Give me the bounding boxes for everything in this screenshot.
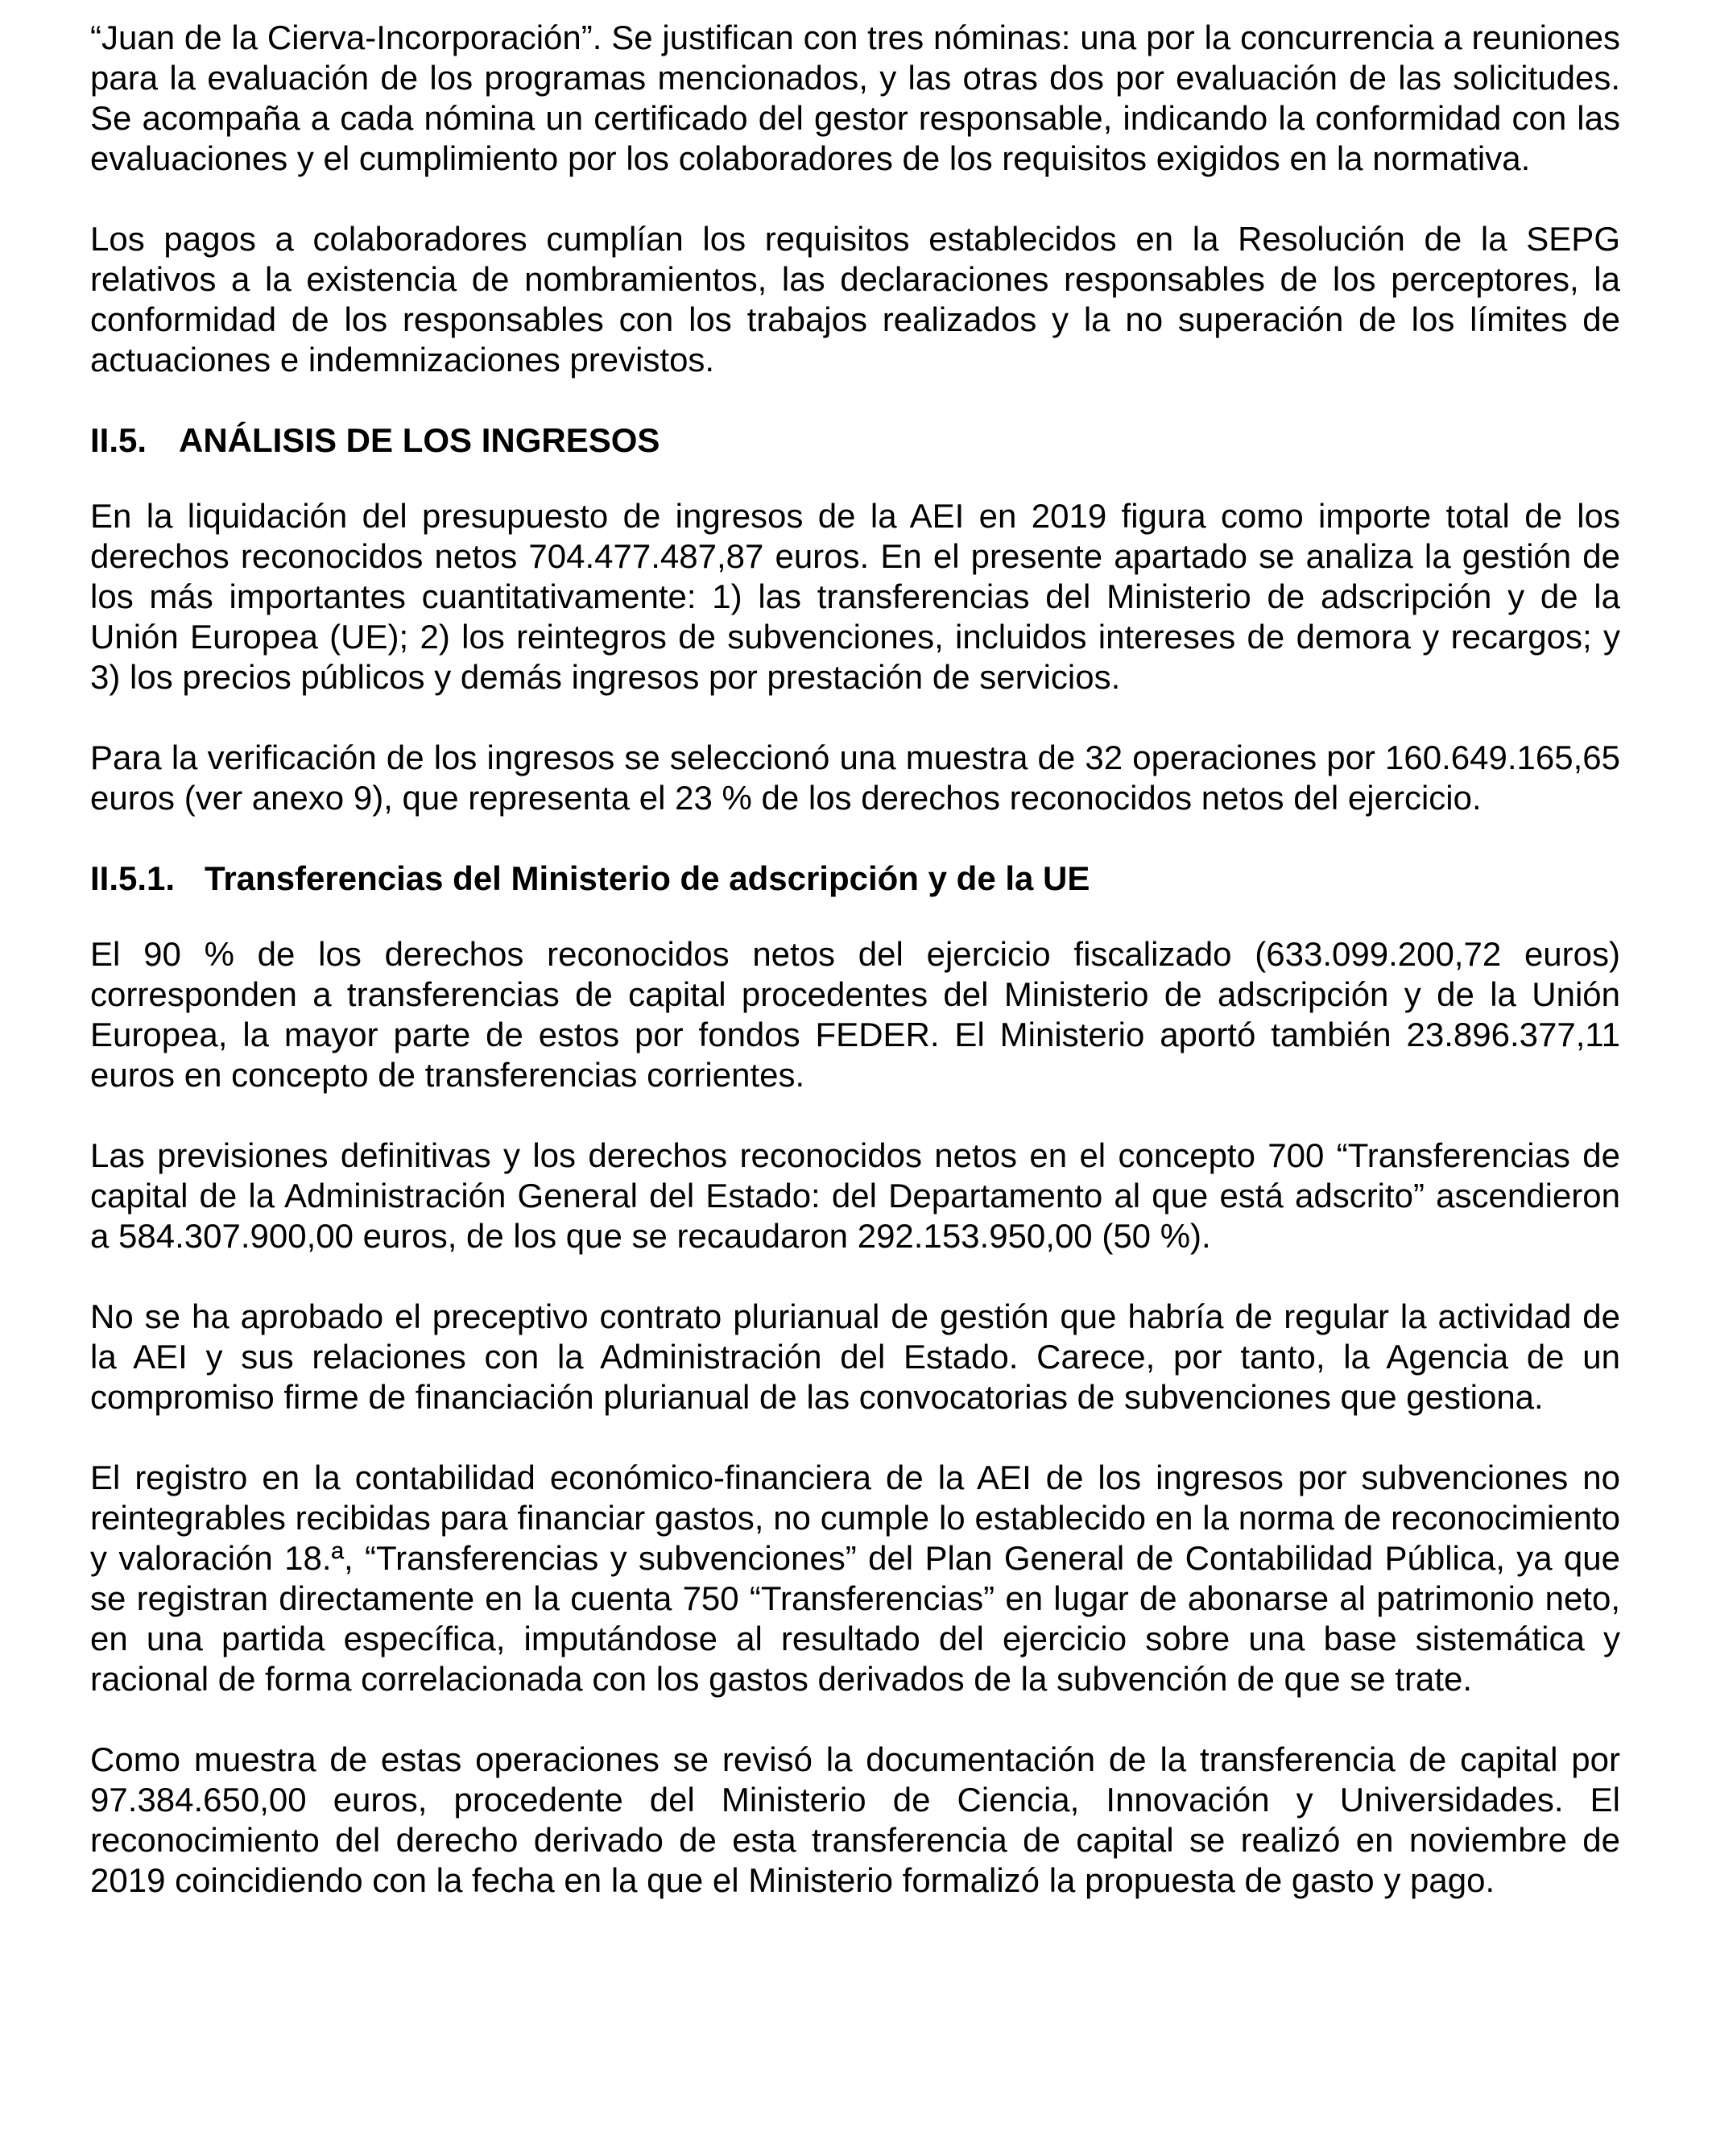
section-title: ANÁLISIS DE LOS INGRESOS	[179, 421, 660, 459]
subsection-title: Transferencias del Ministerio de adscripción y de la UE	[205, 859, 1090, 897]
paragraph-derechos-reconocidos: El 90 % de los derechos reconocidos netos del ejercicio fiscalizado (633.099.200,72 euros) corresponden a transferencias de capital procedentes del Ministerio de adscripción y de la Unión Europea, la mayor parte de estos por fondos FEDER. El Ministerio aportó también 23.896.377,11 euros en concepto de transferencias corrientes.	[90, 935, 1620, 1094]
paragraph-previsiones-definitivas: Las previsiones definitivas y los derechos reconocidos netos en el concepto 700 “Transferencias de capital de la Administración General del Estado: del Departamento al que está adscrito” ascendieron a 584.307.900,00 euros, de los que se recaudaron 292.153.950,00 (50 %).	[90, 1136, 1620, 1255]
section-number: II.5.	[90, 421, 147, 459]
subsection-heading-ii51	[90, 859, 1620, 899]
section-heading-ii5	[90, 420, 1620, 461]
paragraph-verificacion-ingresos: Para la verificación de los ingresos se seleccionó una muestra de 32 operaciones por 160.649.165,65 euros (ver anexo 9), que representa el 23 % de los derechos reconocidos netos del ejercicio.	[90, 739, 1620, 817]
paragraph-registro-contabilidad: El registro en la contabilidad económico-financiera de la AEI de los ingresos por subvenciones no reintegrables recibidas para financiar gastos, no cumple lo establecido en la norma de reconocimiento y valoración 18.ª, “Transferencias y subvenciones” del Plan General de Contabilidad Pública, ya que se registran directamente en la cuenta 750 “Transferencias” en lugar de abonarse al patrimonio neto, en una partida específica, imputándose al resultado del ejercicio sobre una base sistemática y racional de forma correlacionada con los gastos derivados de la subvención de que se trate.	[90, 1459, 1620, 1698]
paragraph-liquidacion-ingresos: En la liquidación del presupuesto de ingresos de la AEI en 2019 figura como importe total de los derechos reconocidos netos 704.477.487,87 euros. En el presente apartado se analiza la gestión de los más importantes cuantitativamente: 1) las transferencias del Ministerio de adscripción y de la Unión Europea (UE); 2) los reintegros de subvenciones, incluidos intereses de demora y recargos; y 3) los precios públicos y demás ingresos por prestación de servicios.	[90, 497, 1620, 696]
paragraph-pagos-colaboradores: Los pagos a colaboradores cumplían los requisitos establecidos en la Resolución de la SEPG relativos a la existencia de nombramientos, las declaraciones responsables de los perceptores, la conformidad de los responsables con los trabajos realizados y la no superación de los límites de actuaciones e indemnizaciones previstos.	[90, 220, 1620, 379]
paragraph-muestra-operaciones: Como muestra de estas operaciones se revisó la documentación de la transferencia de capital por 97.384.650,00 euros, procedente del Ministerio de Ciencia, Innovación y Universidades. El reconocimiento del derecho derivado de esta transferencia de capital se realizó en noviembre de 2019 coincidiendo con la fecha en la que el Ministerio formalizó la propuesta de gasto y pago.	[90, 1740, 1620, 1899]
subsection-number: II.5.1.	[90, 859, 176, 897]
paragraph-juan-de-la-cierva: “Juan de la Cierva-Incorporación”. Se justifican con tres nóminas: una por la concurrencia a reuniones para la evaluación de los programas mencionados, y las otras dos por evaluación de las solicitudes. Se acompaña a cada nómina un certificado del gestor responsable, indicando la conformidad con las evaluaciones y el cumplimiento por los colaboradores de los requisitos exigidos en la normativa.	[90, 19, 1620, 177]
paragraph-contrato-plurianual: No se ha aprobado el preceptivo contrato plurianual de gestión que habría de regular la actividad de la AEI y sus relaciones con la Administración del Estado. Carece, por tanto, la Agencia de un compromiso firme de financiación plurianual de las convocatorias de subvenciones que gestiona.	[90, 1297, 1620, 1416]
document-page	[90, 18, 1620, 1941]
